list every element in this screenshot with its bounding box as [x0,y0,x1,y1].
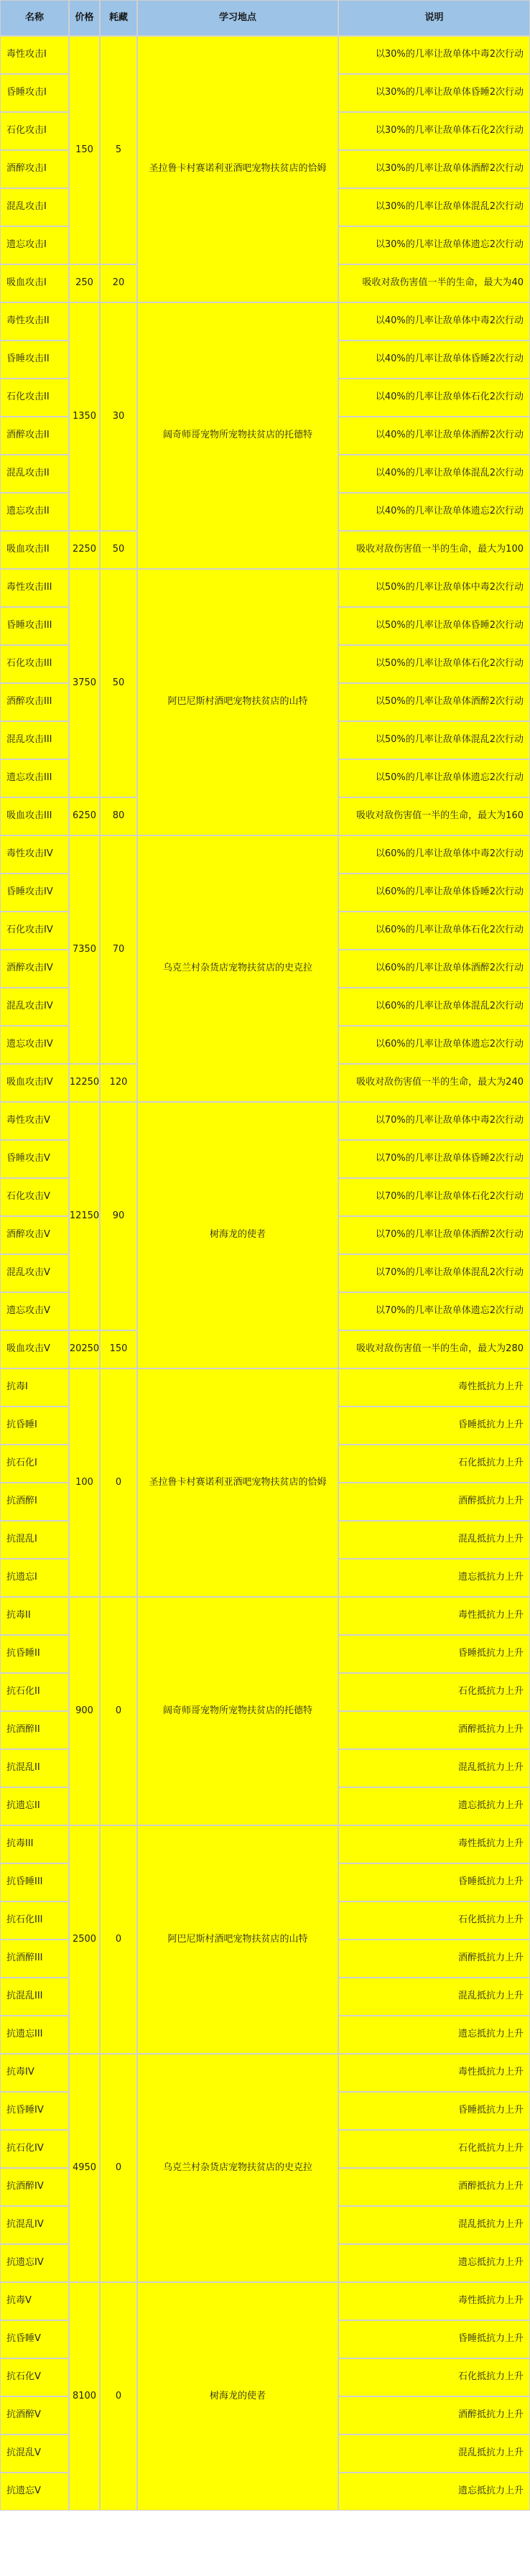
skill-name: 混乱攻击IV [0,988,69,1026]
drain-skill-name: 吸血攻击IV [0,1064,69,1102]
group-location: 树海龙的使者 [137,1102,338,1368]
skill-name: 毒性攻击III [0,569,69,607]
skill-name: 石化攻击V [0,1178,69,1216]
skill-name: 抗遗忘V [0,2473,69,2511]
skill-desc: 毒性抵抗力上升 [338,1368,530,1407]
skill-desc: 遗忘抵抗力上升 [338,2244,530,2282]
group-price: 2500 [69,1825,100,2054]
group-location: 乌克兰村杂货店宠物扶贫店的史克拉 [137,2054,338,2282]
skill-desc: 以70%的几率让敌单体酒醉2次行动 [338,1216,530,1254]
skill-desc: 以70%的几率让敌单体中毒2次行动 [338,1102,530,1140]
group-price: 900 [69,1597,100,1825]
skill-desc: 以30%的几率让敌单体混乱2次行动 [338,188,530,226]
drain-skill-name: 吸血攻击I [0,264,69,302]
group-price: 3750 [69,569,100,797]
skill-desc: 以40%的几率让敌单体酒醉2次行动 [338,417,530,455]
skill-desc: 酒醉抵抗力上升 [338,2396,530,2434]
skill-desc: 遗忘抵抗力上升 [338,2016,530,2054]
skill-name: 毒性攻击I [0,36,69,74]
skill-name: 石化攻击I [0,112,69,150]
skill-name: 抗石化IV [0,2130,69,2168]
skill-name: 抗毒II [0,1597,69,1635]
group-location: 阔奇师哥宠物所宠物扶贫店的托德特 [137,302,338,569]
skill-desc: 以30%的几率让敌单体昏睡2次行动 [338,74,530,112]
skill-desc: 以60%的几率让敌单体酒醉2次行动 [338,950,530,988]
skill-desc: 昏睡抵抗力上升 [338,1863,530,1901]
skill-name: 抗昏睡III [0,1863,69,1901]
skill-desc: 石化抵抗力上升 [338,1673,530,1711]
skill-desc: 昏睡抵抗力上升 [338,2092,530,2130]
skill-name: 抗酒醉V [0,2396,69,2434]
skill-desc: 昏睡抵抗力上升 [338,1635,530,1673]
skill-desc: 遗忘抵抗力上升 [338,2473,530,2511]
group-price: 7350 [69,835,100,1064]
skill-desc: 以60%的几率让敌单体混乱2次行动 [338,988,530,1026]
skill-name: 混乱攻击III [0,721,69,759]
skill-desc: 以40%的几率让敌单体混乱2次行动 [338,455,530,493]
skill-desc: 以60%的几率让敌单体昏睡2次行动 [338,874,530,912]
skill-desc: 以70%的几率让敌单体混乱2次行动 [338,1254,530,1292]
group-location: 阿巴尼斯村酒吧宠物扶贫店的山特 [137,1825,338,2054]
skill-name: 抗昏睡II [0,1635,69,1673]
drain-skill-name: 吸血攻击II [0,531,69,569]
skill-desc: 酒醉抵抗力上升 [338,1940,530,1978]
drain-skill-price: 250 [69,264,100,302]
drain-skill-desc: 吸收对敌伤害值一半的生命，最大为240 [338,1064,530,1102]
skill-desc: 混乱抵抗力上升 [338,1521,530,1559]
group-cost: 30 [100,302,137,531]
skill-name: 石化攻击III [0,645,69,683]
skill-desc: 以30%的几率让敌单体酒醉2次行动 [338,150,530,188]
skill-name: 混乱攻击I [0,188,69,226]
skill-desc: 混乱抵抗力上升 [338,2434,530,2473]
group-location: 阔奇师哥宠物所宠物扶贫店的托德特 [137,1597,338,1825]
skill-name: 石化攻击II [0,379,69,417]
skill-desc: 遗忘抵抗力上升 [338,1559,530,1597]
skill-name: 酒醉攻击II [0,417,69,455]
group-price: 12150 [69,1102,100,1330]
skill-name: 抗石化I [0,1445,69,1483]
drain-skill-cost: 150 [100,1330,137,1368]
skill-name: 混乱攻击II [0,455,69,493]
skill-name: 遗忘攻击III [0,759,69,797]
drain-skill-price: 6250 [69,797,100,835]
skill-name: 昏睡攻击IV [0,874,69,912]
header-price: 价格 [69,0,100,36]
skill-desc: 石化抵抗力上升 [338,1901,530,1940]
group-cost: 0 [100,2282,137,2511]
drain-skill-desc: 吸收对敌伤害值一半的生命，最大为160 [338,797,530,835]
drain-skill-cost: 80 [100,797,137,835]
group-price: 8100 [69,2282,100,2511]
skill-desc: 混乱抵抗力上升 [338,2206,530,2244]
skill-name: 抗昏睡V [0,2320,69,2358]
skill-name: 抗混乱V [0,2434,69,2473]
drain-skill-cost: 50 [100,531,137,569]
group-cost: 5 [100,36,137,264]
drain-skill-desc: 吸收对敌伤害值一半的生命，最大为100 [338,531,530,569]
skill-name: 酒醉攻击IV [0,950,69,988]
skill-name: 石化攻击IV [0,912,69,950]
skill-name: 抗酒醉II [0,1711,69,1749]
skill-desc: 以40%的几率让敌单体石化2次行动 [338,379,530,417]
skill-desc: 昏睡抵抗力上升 [338,2320,530,2358]
skill-desc: 昏睡抵抗力上升 [338,1407,530,1445]
skill-name: 酒醉攻击III [0,683,69,721]
skill-name: 抗石化III [0,1901,69,1940]
skill-name: 毒性攻击II [0,302,69,340]
skill-name: 抗毒I [0,1368,69,1407]
skill-desc: 以50%的几率让敌单体酒醉2次行动 [338,683,530,721]
skill-desc: 以70%的几率让敌单体遗忘2次行动 [338,1292,530,1330]
group-cost: 0 [100,1825,137,2054]
skill-name: 抗遗忘IV [0,2244,69,2282]
group-price: 150 [69,36,100,264]
drain-skill-name: 吸血攻击III [0,797,69,835]
skill-desc: 石化抵抗力上升 [338,2130,530,2168]
skill-name: 毒性攻击IV [0,835,69,874]
skill-name: 抗毒III [0,1825,69,1863]
skill-desc: 酒醉抵抗力上升 [338,2168,530,2206]
skill-desc: 以60%的几率让敌单体石化2次行动 [338,912,530,950]
skill-desc: 以40%的几率让敌单体昏睡2次行动 [338,340,530,379]
skill-desc: 酒醉抵抗力上升 [338,1711,530,1749]
skill-name: 昏睡攻击V [0,1140,69,1178]
drain-skill-price: 2250 [69,531,100,569]
skill-desc: 遗忘抵抗力上升 [338,1787,530,1825]
skill-desc: 以30%的几率让敌单体中毒2次行动 [338,36,530,74]
skill-name: 抗毒V [0,2282,69,2320]
skill-name: 抗昏睡I [0,1407,69,1445]
skill-desc: 以50%的几率让敌单体混乱2次行动 [338,721,530,759]
skill-name: 抗遗忘II [0,1787,69,1825]
skill-desc: 石化抵抗力上升 [338,2358,530,2396]
skill-name: 抗混乱IV [0,2206,69,2244]
skill-desc: 以30%的几率让敌单体石化2次行动 [338,112,530,150]
header-name: 名称 [0,0,69,36]
skill-name: 抗酒醉III [0,1940,69,1978]
group-location: 树海龙的使者 [137,2282,338,2511]
drain-skill-cost: 120 [100,1064,137,1102]
group-cost: 70 [100,835,137,1064]
skill-name: 昏睡攻击III [0,607,69,645]
skill-name: 抗酒醉I [0,1483,69,1521]
group-location: 圣拉鲁卡村赛诺利亚酒吧宠物扶贫店的恰姆 [137,1368,338,1597]
group-cost: 0 [100,1597,137,1825]
group-location: 圣拉鲁卡村赛诺利亚酒吧宠物扶贫店的恰姆 [137,36,338,302]
skill-name: 抗石化II [0,1673,69,1711]
header-location: 学习地点 [137,0,338,36]
skill-name: 抗遗忘I [0,1559,69,1597]
skill-desc: 以60%的几率让敌单体中毒2次行动 [338,835,530,874]
drain-skill-price: 12250 [69,1064,100,1102]
skill-name: 遗忘攻击IV [0,1026,69,1064]
skill-desc: 以70%的几率让敌单体石化2次行动 [338,1178,530,1216]
drain-skill-desc: 吸收对敌伤害值一半的生命，最大为280 [338,1330,530,1368]
skill-desc: 以40%的几率让敌单体中毒2次行动 [338,302,530,340]
skill-desc: 混乱抵抗力上升 [338,1749,530,1787]
skill-name: 酒醉攻击V [0,1216,69,1254]
skill-desc: 以50%的几率让敌单体中毒2次行动 [338,569,530,607]
skill-desc: 混乱抵抗力上升 [338,1978,530,2016]
skill-name: 抗混乱II [0,1749,69,1787]
skill-name: 抗混乱I [0,1521,69,1559]
skill-name: 昏睡攻击I [0,74,69,112]
skill-desc: 以60%的几率让敌单体遗忘2次行动 [338,1026,530,1064]
drain-skill-price: 20250 [69,1330,100,1368]
skill-name: 抗酒醉IV [0,2168,69,2206]
skill-desc: 毒性抵抗力上升 [338,1825,530,1863]
skill-name: 抗遗忘III [0,2016,69,2054]
group-price: 4950 [69,2054,100,2282]
drain-skill-desc: 吸收对敌伤害值一半的生命，最大为40 [338,264,530,302]
skill-desc: 石化抵抗力上升 [338,1445,530,1483]
skill-name: 遗忘攻击II [0,493,69,531]
skill-desc: 毒性抵抗力上升 [338,2054,530,2092]
skill-name: 遗忘攻击I [0,226,69,264]
skill-desc: 以40%的几率让敌单体遗忘2次行动 [338,493,530,531]
drain-skill-name: 吸血攻击V [0,1330,69,1368]
skill-desc: 以50%的几率让敌单体遗忘2次行动 [338,759,530,797]
group-location: 阿巴尼斯村酒吧宠物扶贫店的山特 [137,569,338,835]
header-cost: 耗藏 [100,0,137,36]
skill-name: 抗混乱III [0,1978,69,2016]
skill-desc: 以50%的几率让敌单体石化2次行动 [338,645,530,683]
group-location: 乌克兰村杂货店宠物扶贫店的史克拉 [137,835,338,1102]
skill-name: 遗忘攻击V [0,1292,69,1330]
skill-name: 抗毒IV [0,2054,69,2092]
group-cost: 50 [100,569,137,797]
skill-desc: 以70%的几率让敌单体昏睡2次行动 [338,1140,530,1178]
skill-desc: 以50%的几率让敌单体昏睡2次行动 [338,607,530,645]
header-desc: 说明 [338,0,530,36]
skill-name: 抗昏睡IV [0,2092,69,2130]
skill-desc: 以30%的几率让敌单体遗忘2次行动 [338,226,530,264]
skill-name: 混乱攻击V [0,1254,69,1292]
skill-name: 昏睡攻击II [0,340,69,379]
skill-desc: 毒性抵抗力上升 [338,2282,530,2320]
group-cost: 0 [100,2054,137,2282]
skill-desc: 酒醉抵抗力上升 [338,1483,530,1521]
group-price: 1350 [69,302,100,531]
skill-name: 酒醉攻击I [0,150,69,188]
skill-desc: 毒性抵抗力上升 [338,1597,530,1635]
skill-name: 抗石化V [0,2358,69,2396]
drain-skill-cost: 20 [100,264,137,302]
group-price: 100 [69,1368,100,1597]
group-cost: 90 [100,1102,137,1330]
group-cost: 0 [100,1368,137,1597]
skill-name: 毒性攻击V [0,1102,69,1140]
